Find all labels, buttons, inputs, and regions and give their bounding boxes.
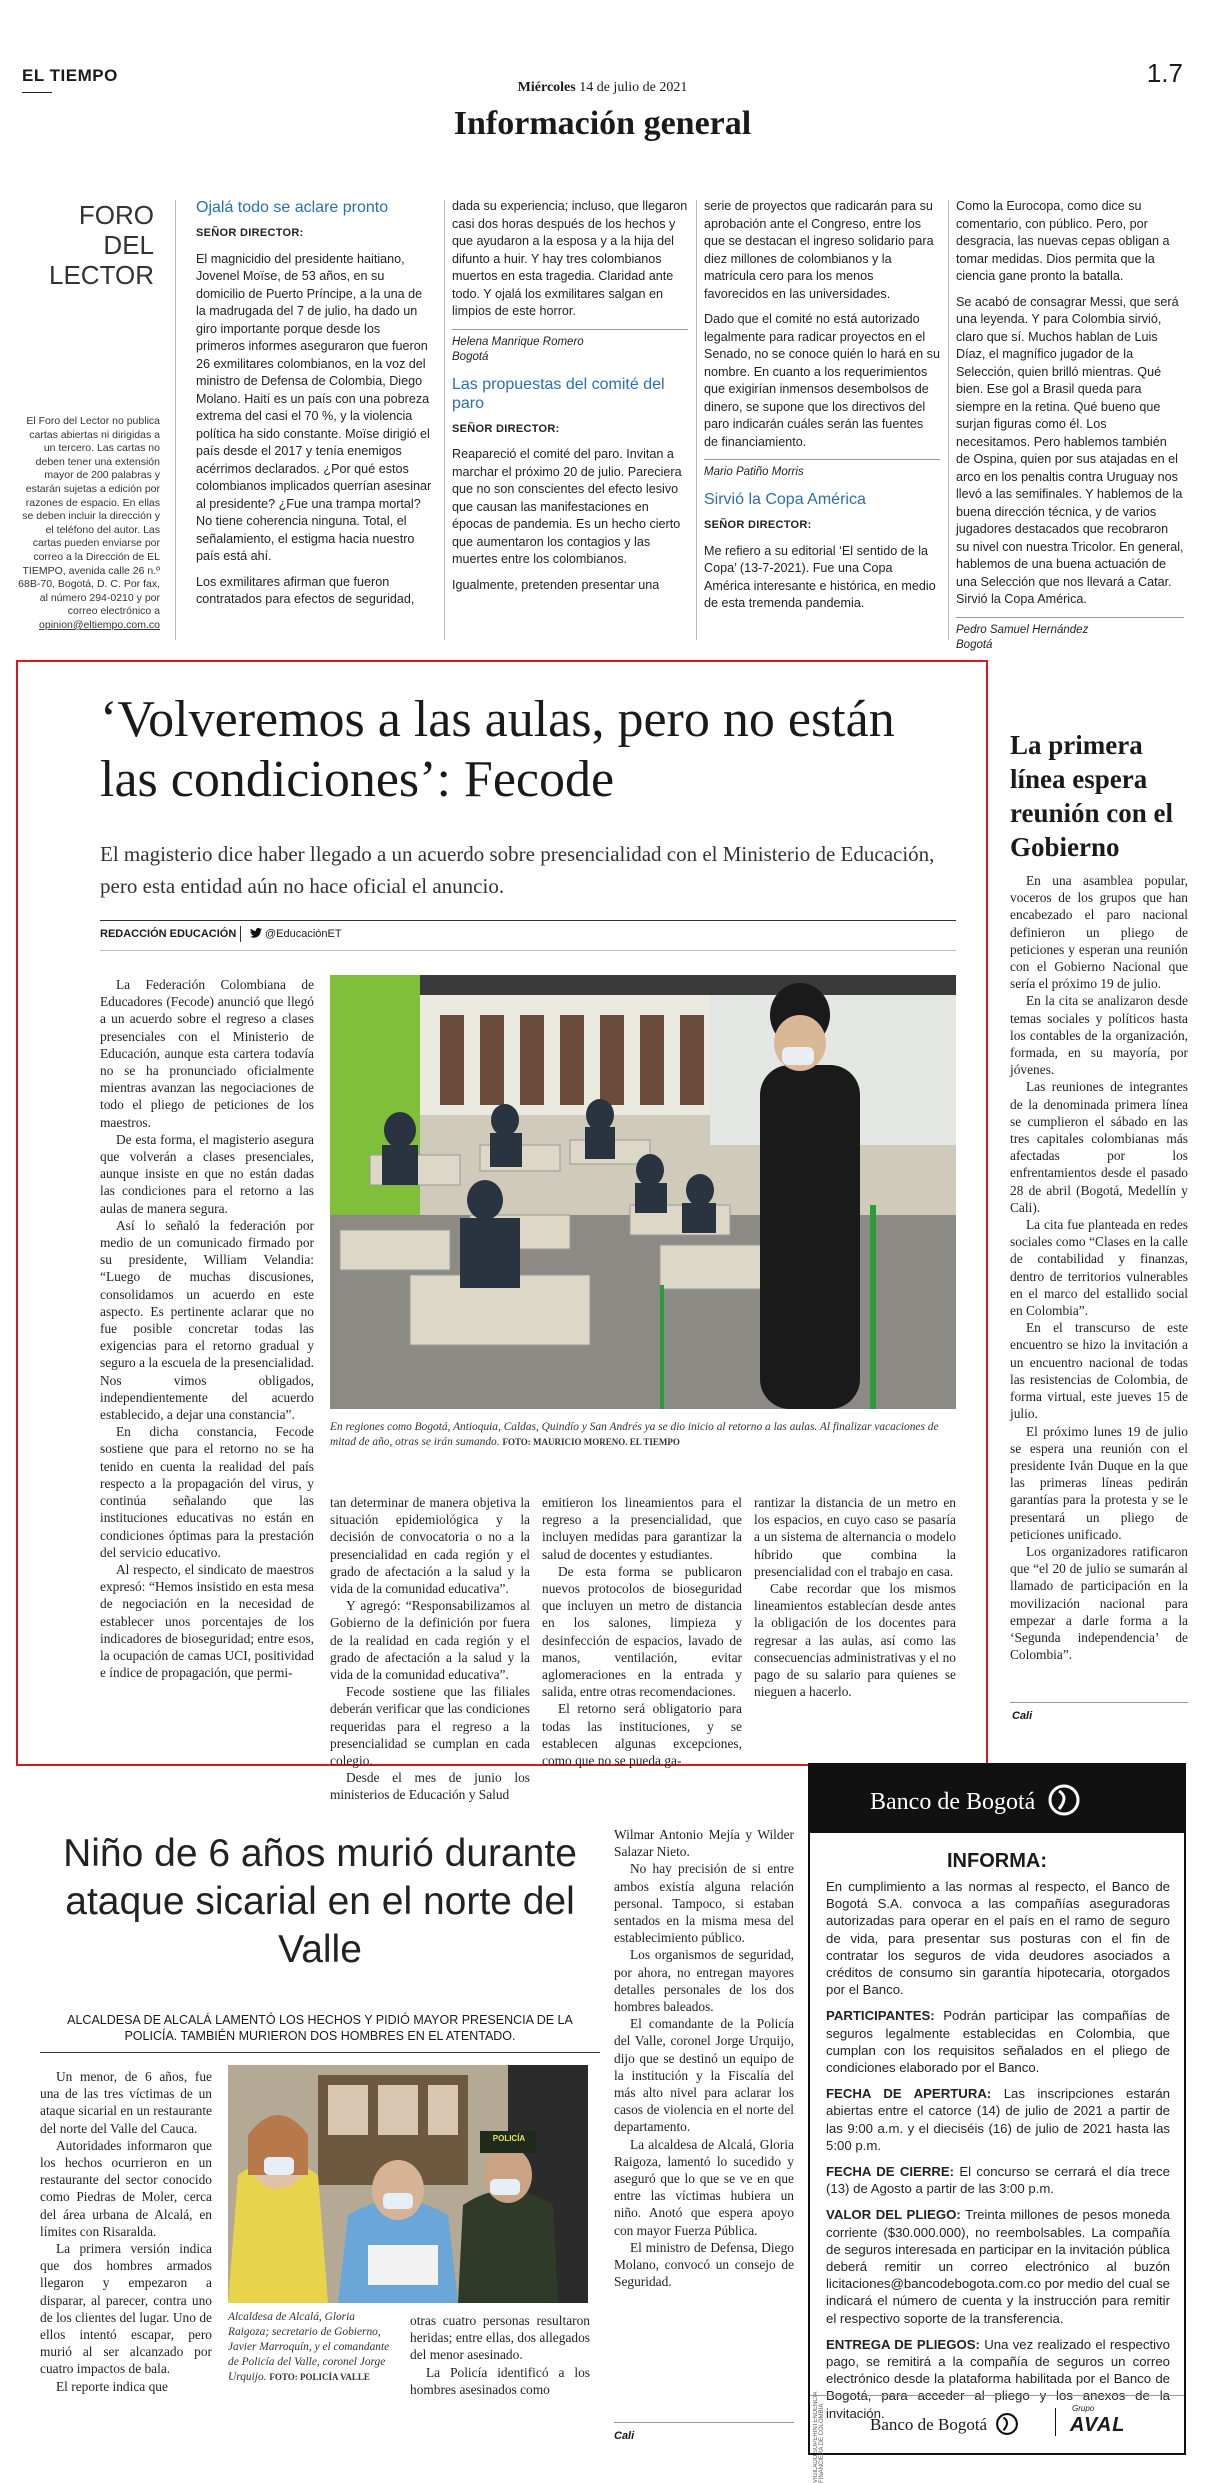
letter-2-p3: serie de proyectos que radicarán para su aprobación ante el Congreso, entre los que se destacan el ingreso solidario para diez millones de colombianos y la matrícula cero para los menos favorecidos en las universidades. xyxy=(704,199,934,301)
feature-c1-p2: De esta forma, el magisterio asegura que volverán a clases presenciales, aunque insiste en que no están dadas las condiciones para el retorno a las aulas de manera segura. xyxy=(100,1131,314,1216)
date-weekday: Miércoles xyxy=(517,80,576,95)
bottom-c1-p1: Un menor, de 6 años, fue una de las tres víctimas de un ataque sicarial en un restaurante del norte del Valle del Cauca. xyxy=(40,2069,212,2136)
twitter-icon xyxy=(250,928,262,938)
footer-group-label: Grupo xyxy=(1072,2404,1095,2413)
letter-3-sig-name: Pedro Samuel Hernández xyxy=(956,623,1089,636)
bottom-column-2 xyxy=(410,2312,590,2398)
feature-c4-p2: Cabe recordar que los mismos lineamientos establecían desde antes la obligación de los docentes para regresar a las aulas, así como las consecuencias administrativas y el no pago de su salario para quienes se nieguen a hacerlo. xyxy=(754,1581,956,1700)
footer-aval-logo: AVAL xyxy=(1070,2414,1126,2436)
sidebar-p7: Los organizadores ratificaron que “el 20 de julio se sumarán al llamado de participación en la movilización nacional para empezar a darle forma a la ‘Segunda independencia’ de Colombia”. xyxy=(1010,1543,1188,1663)
byline-rule-bottom xyxy=(100,950,956,951)
ad-p2 xyxy=(826,2007,1170,2076)
bottom-c3-p6: El ministro de Defensa, Diego Molano, convocó un consejo de Seguridad. xyxy=(614,2239,794,2290)
section-title: Información general xyxy=(453,105,752,142)
bottom-c1-p2: Autoridades informaron que los hechos ocurrieron en un restaurante del sector conocido como Piedras de Moler, cerca del área urbana de Alcalá, en límites con Risaralda. xyxy=(40,2137,212,2239)
feature-c3-p3: El retorno será obligatorio para todas las instituciones, y se establecen algunas excepciones, como que no se pueda ga- xyxy=(542,1701,742,1769)
letter-1-sig-city: Bogotá xyxy=(452,350,489,363)
column-divider xyxy=(175,200,176,640)
sidebar-body xyxy=(1010,872,1188,1663)
feature-c1-p3: Así lo señaló la federación por medio de un comunicado firmado por su presidente, William Velandia: “Luego de muchas discusiones, consolidamos un acuerdo en este aspecto. Es pertinente aclarar que no fue posible concretar todas las exigencias para el retorno gradual y seguro a la escuela de la presencialidad. Nos vimos obligados, independientemente del acuerdo establecido, a dejar una constancia”. xyxy=(100,1217,314,1423)
letter-1-p3: dada su experiencia; incluso, que llegaron casi dos horas después de los hechos y que ayudaron a la esposa y a la hija del difunto a huir. Y hay tres colombianos muertos en esta tragedia. Claridad ante todo. Y ojalá los exmilitares salgan en limpios de este horror. xyxy=(452,199,688,318)
byline-rule-top xyxy=(100,920,956,921)
page-number: 1.7 xyxy=(1146,58,1183,88)
ad-p4 xyxy=(826,2163,1170,2197)
caption2-credit: FOTO: POLICÍA VALLE xyxy=(269,2372,370,2382)
bottom-signature: Cali xyxy=(614,2430,635,2442)
letter-3-sig-city: Bogotá xyxy=(956,638,993,651)
foro-title-line2: LECTOR xyxy=(49,260,154,290)
officials-illustration xyxy=(228,2065,588,2303)
bank-logo-icon xyxy=(1047,1783,1081,1817)
footer-divider xyxy=(1055,2408,1056,2436)
sidebar-p1: En una asamblea popular, voceros de los grupos que han encabezado el paro nacional definieron un pliego de peticiones y esperan una reunión con el Gobierno Nacional que sería el próximo 19 de julio. xyxy=(1010,873,1188,992)
feature-c1-p5: Al respecto, el sindicato de maestros expresó: “Hemos insistido en esta mesa de negociación en la necesidad de establecer unos porcentajes de los indicadores de bioseguridad; entre esos, la ocupación de camas UCI, positividad e índice de propagación, que permi- xyxy=(100,1561,314,1681)
ad-p5-text: Treinta millones de pesos moneda corriente ($30.000.000), no reembolsables. La compañía de seguros interesada en participar en la invitación pública deberá remitir un correo electrónico al buzón licitaciones@bancodebogota.com.co por medio del cual se indicará el número de cuenta y la instrucción para remitir el respectivo soporte de la transferencia. xyxy=(826,2207,1171,2326)
letter-1 xyxy=(196,198,432,617)
letter-3-signature xyxy=(956,617,1184,653)
sidebar-p2: En la cita se analizaron desde temas sociales y políticos hasta los contables de la organización, formada, en su mayoría, por jóvenes. xyxy=(1010,993,1188,1078)
letter-3-p1: Me refiero a su editorial ‘El sentido de la Copa’ (13-7-2021). Fue una Copa América interesante e histórica, en medio de esta tremenda pandemia. xyxy=(704,543,936,610)
bank-ad-heading: INFORMA: xyxy=(947,1850,1047,1872)
letter-3-cont xyxy=(956,198,1184,663)
caption-text: En regiones como Bogotá, Antioquia, Caldas, Quindío y San Andrés ya se dio inicio al retorno a las aulas. Al finalizar vacaciones de mitad de año, otras se irán sumando. xyxy=(330,1421,939,1448)
letter-1-p2: Los exmilitares afirman que fueron contratados para efectos de seguridad, xyxy=(196,574,415,606)
date-rest: 14 de julio de 2021 xyxy=(579,80,688,95)
ad-p6-text: Una vez realizado el respectivo pago, se remitirá a la compañía de seguros un correo electrónico desde la plataforma habilitada por el Banco de Bogotá, para acceder al pliego y los anexos de la invitación. xyxy=(826,2336,1170,2421)
classroom-photo xyxy=(330,975,956,1409)
foro-email-link[interactable]: opinion@eltiempo.com.co xyxy=(39,618,160,631)
letter-3-p3: Se acabó de consagrar Messi, que será una leyenda. Y para Colombia sirvió, claro que sí. Muchos hablan de Luis Díaz, el magnífico jugador de la Selección, quien brilló mientras. Qué bien. Ese gol a Brasil queda para siempre en la retina. Qué bueno que surjan figuras como él. Los necesitamos. Pero hablemos también de Ospina, quien por sus atajadas en el arco en los penaltis contra Uruguay nos llevó a las semifinales. Y hablemos de la buena dirección técnica, y de varios jugadores destacados que recobraron su nivel con nuestra Tricolor. En general, hablemos de una buena actuación de una Selección que nos llevará a Catar. Sirvió la Copa América. xyxy=(956,294,1184,606)
police-cap-badge: POLICÍA xyxy=(492,2134,526,2143)
caption-credit: FOTO: MAURICIO MORENO. EL TIEMPO xyxy=(502,1437,680,1447)
feature-c4-p1: rantizar la distancia de un metro en los espacios, en cuyo caso se pasaría a un sistema de alternancia o modelo híbrido que combina la presencialidad con el trabajo en casa. xyxy=(754,1495,956,1579)
ad-p4-text: El concurso se cerrará el día trece (13) de Agosto a partir de las 3:00 p.m. xyxy=(826,2164,1170,2197)
ad-p6-label: ENTREGA DE PLIEGOS: xyxy=(826,2336,980,2352)
foro-note-text: El Foro del Lector no publica cartas abiertas ni dirigidas a un tercero. Las cartas no deben tener una extensión mayor de 200 palabras y estarán sujetas a edición por razones de espacio. En ellas se deben incluir la dirección y el teléfono del autor. Las cartas pueden enviarse por correo a la Dirección de EL TIEMPO, avenida calle 26 n.º 68B-70, Bogotá, D. C. Por fax, al número 294-0210 y por correo electrónico a xyxy=(18,415,160,618)
bottom-kicker: ALCALDESA DE ALCALÁ LAMENTÓ LOS HECHOS Y PIDIÓ MAYOR PRESENCIA DE LA POLICÍA. TAMBIÉN MURIERON DOS HOMBRES EN EL ATENTADO. xyxy=(67,2013,573,2043)
ad-p3-label: FECHA DE APERTURA: xyxy=(826,2086,992,2102)
ad-p2-label: PARTICIPANTES: xyxy=(826,2008,935,2024)
foro-note xyxy=(18,415,160,633)
letter-3-salutation: SEÑOR DIRECTOR: xyxy=(704,519,812,531)
kicker-rule xyxy=(40,2052,600,2053)
caption2-text: Alcaldesa de Alcalá, Gloria Raigoza; secretario de Gobierno, Javier Marroquín, y el comandante de Policía del Valle, coronel Jorge Urquijo. xyxy=(228,2311,390,2383)
classroom-photo-caption xyxy=(330,1420,956,1450)
ad-p2-text: Podrán participar las compañías de seguros legalmente establecidas en Colombia, que cumplan con los requisitos señalados en el pliego de condiciones elaborado por el Banco. xyxy=(826,2008,1171,2076)
ad-p3 xyxy=(826,2085,1170,2154)
letter-1-salutation: SEÑOR DIRECTOR: xyxy=(196,227,304,239)
ad-p4-label: FECHA DE CIERRE: xyxy=(826,2164,955,2180)
byline-separator xyxy=(240,926,241,942)
letter-2-salutation: SEÑOR DIRECTOR: xyxy=(452,422,560,435)
feature-c1-p4: En dicha constancia, Fecode sostiene que para el retorno no se ha tenido en cuenta la realidad del país respecto a la propagación del virus, y continúa señalando que las instituciones educativas no están en condiciones óptimas para la prestación del servicio educativo. xyxy=(100,1424,314,1560)
sidebar-headline: La primera línea espera reunión con el Gobierno xyxy=(1010,730,1174,862)
bottom-c2-p2: La Policía identificó a los hombres asesinados como xyxy=(410,2364,590,2397)
letter-2-p1: Reapareció el comité del paro. Invitan a marchar el próximo 20 de julio. Pareciera que no son conscientes del efecto lesivo que causan las manifestaciones en épocas de pandemia. Es un hecho cierto que aumentaron los contagios y las muertes entre los colombianos. xyxy=(452,447,682,566)
feature-c2-p4: Desde el mes de junio los ministerios de Educación y Salud xyxy=(330,1770,530,1803)
letter-3-title: Sirvió la Copa América xyxy=(704,491,866,508)
feature-c2-p3: Fecode sostiene que las filiales deberán verificar que las condiciones requeridas para el regreso a la presencialidad se cumplan en cada colegio. xyxy=(330,1684,530,1769)
column-divider xyxy=(948,200,949,640)
bottom-c1-p4: El reporte indica que xyxy=(56,2378,168,2394)
letter-1-title: Ojalá todo se aclare pronto xyxy=(196,199,389,216)
bottom-column-1 xyxy=(40,2068,212,2395)
letter-1-signature xyxy=(452,329,688,365)
bottom-column-3 xyxy=(614,1826,794,2290)
feature-dek: El magisterio dice haber llegado a un acuerdo sobre presencialidad con el Ministerio de Educación, pero esta entidad aún no hace oficial el anuncio. xyxy=(100,842,935,898)
column-divider xyxy=(444,200,445,640)
bottom-c3-p2: No hay precisión de si entre ambos existía alguna relación personal. Tampoco, si estaban sentados en la misma mesa del establecimiento público. xyxy=(614,1861,794,1946)
twitter-handle-text: @EducaciónET xyxy=(265,928,342,940)
letter-3-p2: Como la Eurocopa, como dice su comentario, con público. Pero, por desgracia, las nuevas cepas obligan a tomar medidas. Dios permita que la ciencia gane pronto la batalla. xyxy=(956,199,1170,283)
feature-c1-p1: La Federación Colombiana de Educadores (Fecode) anunció que llegó a un acuerdo sobre el regreso a clases presenciales con el Ministerio de Educación, aunque esta cartera todavía no se ha pronunciado oficialmente mientras avanzan las negociaciones de todo el pliego de peticiones de los maestros. xyxy=(100,977,314,1130)
bank-ad-brand xyxy=(870,1783,1081,1817)
bottom-c3-p3: Los organismos de seguridad, por ahora, no entregan mayores detalles personales de los dos hombres baleados. xyxy=(614,1947,794,2015)
bottom-c3-p5: La alcaldesa de Alcalá, Gloria Raigoza, lamentó lo sucedido y aseguró que lo que se ve en que entre las víctimas hubiera un niño. Anotó que espera apoyo con mayor Fuerza Pública. xyxy=(614,2136,794,2238)
feature-c2-p2: Y agregó: “Responsabilizamos al Gobierno de la definición por fuera de la realidad en cada región y el grado de afectación a la salud y la vida de la comunidad educativa”. xyxy=(330,1598,530,1683)
letter-2-p4: Dado que el comité no está autorizado legalmente para radicar proyectos en el Senado, no se conoce quién lo hará en su nombre. En cuanto a los requerimientos que exigirían inmensos desembolsos de dinero, se supone que los directivos del paro indicarán cuáles serán las fuentes de financiamiento. xyxy=(704,312,940,449)
letter-1-cont xyxy=(452,198,688,602)
footer-bank-logo-icon xyxy=(995,2412,1019,2436)
classroom-illustration xyxy=(330,975,956,1409)
feature-twitter-handle[interactable] xyxy=(250,928,342,940)
dateline xyxy=(0,80,1205,96)
letter-2-signature: Mario Patiño Morris xyxy=(704,459,940,480)
bottom-c3-p1: Wilmar Antonio Mejía y Wilder Salazar Nieto. xyxy=(614,1827,794,1860)
bottom-headline: Niño de 6 años murió durante ataque sicarial en el norte del Valle xyxy=(63,1832,577,1971)
footer-bank-brand xyxy=(870,2412,1019,2436)
ad-p1: En cumplimiento a las normas al respecto, el Banco de Bogotá S.A. convoca a las compañías aseguradoras autorizadas para operar en el país en el ramo de seguro de vida, para presentar sus posturas con el fin de contratar los seguros de vida deudores asociados a créditos de consumo sin garantía hipotecaria, otorgados por el Banco. xyxy=(826,1879,1170,1998)
sidebar-signature: Cali xyxy=(1012,1710,1033,1722)
letter-2-title: Las propuestas del comité del paro xyxy=(452,375,665,412)
foro-title-line1: FORO DEL xyxy=(78,200,154,260)
feature-c3-p2: De esta forma se publicaron nuevos protocolos de bioseguridad que incluyen un metro de distancia en los salones, limpieza y desinfección de espacios, lavado de manos, ventilación, evitar aglomeraciones en la entrada y salida, entre otras recomendaciones. xyxy=(542,1563,742,1700)
sidebar-p5: En el transcurso de este encuentro se hizo la invitación a un encuentro nacional de todas las resistencias de Colombia, de forma virtual, este jueves 15 de julio. xyxy=(1010,1320,1188,1422)
ad-p3-text: Las inscripciones estarán abiertas entre el catorce (14) de julio de 2021 a partir de las 9:00 a.m. y el dieciséis (16) de julio de 2021 hasta las 5:00 p.m. xyxy=(826,2086,1170,2153)
bottom-sig-rule xyxy=(614,2422,794,2423)
letter-1-p1: El magnicidio del presidente haitiano, Jovenel Moïse, de 53 años, en su domicilio de Puerto Príncipe, a la una de la madrugada del 7 de julio, ha dado un giro importante porque desde los primeros informes aseguraron que fueron 26 exmilitares colombianos, en la voz del ministro de Defensa de Colombia, Diego Molano. Haití es un país con una pobreza extrema del casi el 70 %, y la violencia política ha sido constante. Moïse dirigió el país desde el 2017 y tenía enemigos acérrimos declarados. ¿Por qué estos colombianos implicados querrían asesinar al presidente? ¿Fue una trampa mortal? No tiene coherencia ninguna. Total, el señalamiento, el estigma hacia nuestro país está ahí. xyxy=(196,251,432,563)
bottom-c1-p3: La primera versión indica que dos hombres armados llegaron y empezaron a disparar, al parecer, contra uno de los clientes del lugar. Uno de ellos intentó escapar, pero murió al ser alcanzado por cuatro impactos de bala. xyxy=(40,2241,212,2377)
letter-2-p2: Igualmente, pretenden presentar una xyxy=(452,577,660,592)
bank-brand-text: Banco de Bogotá xyxy=(870,1789,1036,1815)
ad-legal-text: VIGILADO SUPERINTENDENCIA FINANCIERA DE COLOMBIA xyxy=(813,2391,825,2483)
feature-column-2 xyxy=(330,1494,530,1804)
feature-c2-p1: tan determinar de manera objetiva la situación epidemiológica y la decisión de convocatoria o no a la presencialidad en cada región y el grado de afectación a la salud y la vida de la comunidad educativa”. xyxy=(330,1495,530,1597)
letter-2-cont xyxy=(704,198,940,621)
column-divider xyxy=(696,200,697,640)
feature-column-1 xyxy=(100,976,314,1681)
sidebar-p3: Las reuniones de integrantes de la denominada primera línea se cumplieron el sábado en las tres capitales colombianas más afectadas por los enfrentamientos desde el pasado 28 de abril (Bogotá, Medellín y Cali). xyxy=(1010,1079,1188,1215)
ad-p5-label: VALOR DEL PLIEGO: xyxy=(826,2207,961,2223)
officials-photo-caption xyxy=(228,2310,393,2385)
masthead-rule xyxy=(22,92,52,93)
feature-headline: ‘Volveremos a las aulas, pero no están las condiciones’: Fecode xyxy=(100,691,895,808)
feature-column-4 xyxy=(754,1494,956,1700)
officials-photo xyxy=(228,2065,588,2303)
feature-column-3 xyxy=(542,1494,742,1769)
letter-1-sig-name: Helena Manrique Romero xyxy=(452,335,584,348)
feature-c3-p1: emitieron los lineamientos para el regreso a la presencialidad, que incluyen medidas para garantizar la salud de docentes y estudiantes. xyxy=(542,1495,742,1562)
bank-ad-body xyxy=(826,1878,1170,2431)
sidebar-p4: La cita fue planteada en redes sociales como “Clases en la calle de contabilidad y finanzas, dentro de territorios vulnerables en el marco del estallido social en Colombia”. xyxy=(1010,1217,1188,1319)
foro-title xyxy=(22,200,154,290)
feature-byline: REDACCIÓN EDUCACIÓN xyxy=(100,928,237,940)
masthead: EL TIEMPO xyxy=(22,66,118,85)
bottom-c3-p4: El comandante de la Policía del Valle, coronel Jorge Urquijo, dijo que se destinó un equipo de la institución y la Fiscalía del más alto nivel para aclarar los casos de violencia en el norte del departamento. xyxy=(614,2016,794,2135)
footer-bank-text: Banco de Bogotá xyxy=(870,2415,988,2434)
sidebar-sig-rule xyxy=(1010,1702,1188,1703)
bottom-c2-p1: otras cuatro personas resultaron heridas; entre ellas, dos allegados del menor asesinado. xyxy=(410,2313,590,2363)
sidebar-p6: El próximo lunes 19 de julio se espera una reunión con el presidente Iván Duque en la que las primeras líneas pedirán garantías para la protesta y se le presentará un pliego de peticiones unificado. xyxy=(1010,1423,1188,1542)
ad-p5 xyxy=(826,2206,1170,2326)
